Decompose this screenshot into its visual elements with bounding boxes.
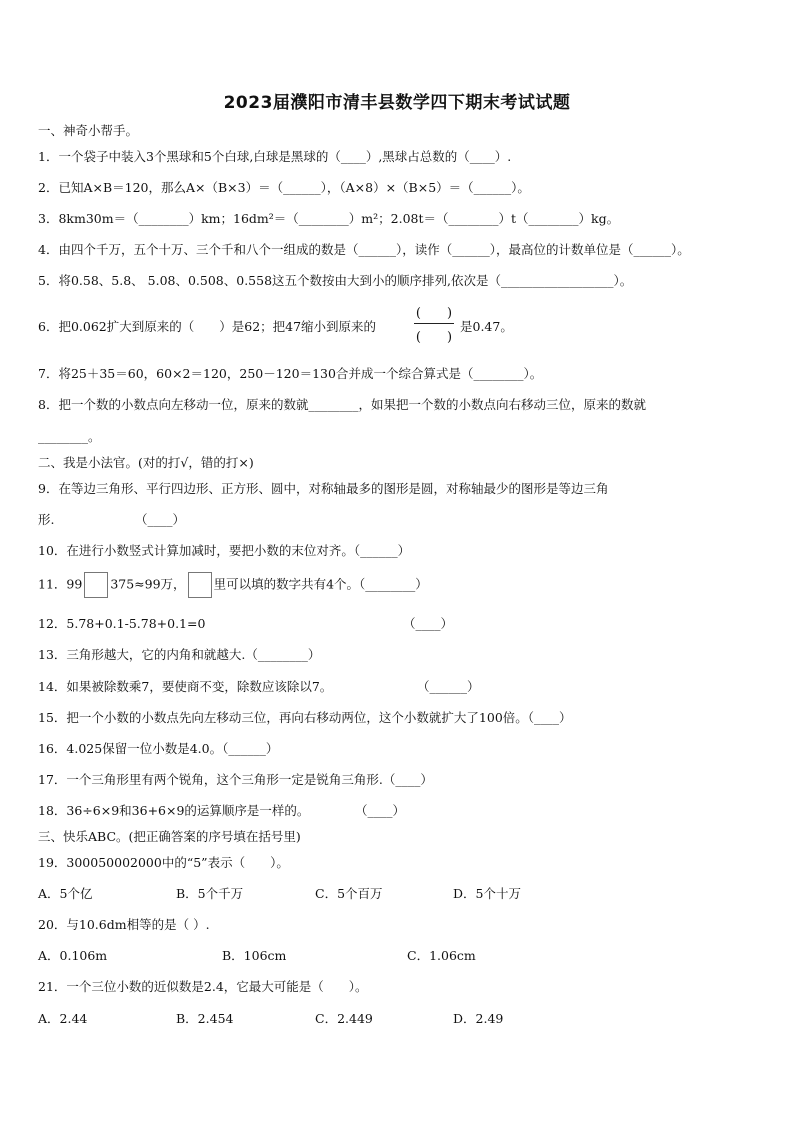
fraction-denominator: ( ) — [415, 330, 453, 345]
question-11 — [38, 572, 428, 598]
question-20-option-a[interactable]: A．0.106m — [38, 948, 108, 963]
question-9-answer-blank: （____） — [135, 512, 186, 527]
question-19-option-b[interactable]: B．5个千万 — [176, 886, 244, 901]
question-7: 7．将25＋35＝60，60×2＝120，250－120＝130合并成一个综合算式是（________）。 — [38, 366, 543, 381]
question-6-part-a: 6．把0.062扩大到原来的（ ）是62；把47缩小到原来的 — [38, 319, 377, 334]
question-6-part-b: 是0.47。 — [460, 319, 513, 334]
fraction-bar — [414, 323, 454, 324]
question-9-part-b: 形. — [38, 512, 55, 527]
question-17: 17．一个三角形里有两个锐角，这个三角形一定是锐角三角形.（____） — [38, 772, 433, 787]
question-11-part-b: 375≈99万， — [110, 576, 186, 592]
question-18-answer-blank: （____） — [355, 803, 406, 818]
question-21-option-d[interactable]: D．2.49 — [453, 1011, 504, 1026]
question-20: 20．与10.6dm相等的是（ ）. — [38, 917, 210, 932]
section-2-heading: 二、我是小法官。(对的打√，错的打×) — [38, 455, 254, 470]
question-21-option-a[interactable]: A．2.44 — [38, 1011, 88, 1026]
page-title: 2023届濮阳市清丰县数学四下期末考试试题 — [223, 93, 571, 113]
question-18: 18．36÷6×9和36+6×9的运算顺序是一样的。 — [38, 803, 310, 818]
question-3: 3．8km30m＝（________）km；16dm²＝（________）m²；2.08t＝（________）t（________）kg。 — [38, 211, 620, 226]
fraction-blank — [412, 302, 456, 346]
question-5: 5．将0.58、5.8、 5.08、0.508、0.558这五个数按由大到小的顺序排列,依次是（__________________）。 — [38, 273, 633, 288]
section-1-heading: 一、神奇小帮手。 — [38, 123, 139, 138]
question-4: 4．由四个千万，五个十万、三个千和八个一组成的数是（______），读作（______），最高位的计数单位是（______）。 — [38, 242, 690, 257]
question-9-part-a: 9．在等边三角形、平行四边形、正方形、圆中，对称轴最多的图形是圆，对称轴最少的图形是等边三角 — [38, 481, 609, 496]
section-3-heading: 三、快乐ABC。(把正确答案的序号填在括号里) — [38, 829, 301, 844]
question-20-option-b[interactable]: B．106cm — [222, 948, 287, 963]
question-16: 16．4.025保留一位小数是4.0。（______） — [38, 741, 279, 756]
question-13: 13．三角形越大，它的内角和就越大.（________） — [38, 647, 321, 662]
question-14-answer-blank: （______） — [417, 679, 480, 694]
question-19: 19．300050002000中的“5”表示（ ）。 — [38, 855, 289, 870]
question-8-part-a: 8．把一个数的小数点向左移动一位，原来的数就________，如果把一个数的小数点向右移动三位，原来的数就 — [38, 397, 646, 412]
question-10: 10．在进行小数竖式计算加减时，要把小数的末位对齐。（______） — [38, 543, 411, 558]
question-12-answer-blank: （____） — [403, 616, 454, 631]
question-11-part-a: 11．99 — [38, 576, 83, 592]
question-20-option-c[interactable]: C．1.06cm — [407, 948, 476, 963]
question-11-part-c: 里可以填的数字共有4个。（________） — [213, 576, 428, 592]
fraction-numerator: ( ) — [415, 306, 453, 321]
question-21: 21．一个三位小数的近似数是2.4，它最大可能是（ ）。 — [38, 979, 368, 994]
question-21-option-c[interactable]: C．2.449 — [315, 1011, 373, 1026]
digit-box — [84, 572, 108, 598]
digit-box — [188, 572, 212, 598]
question-19-option-d[interactable]: D．5个十万 — [453, 886, 521, 901]
question-8-part-b: ________。 — [38, 429, 101, 444]
question-19-option-a[interactable]: A．5个亿 — [38, 886, 93, 901]
question-1: 1．一个袋子中装入3个黑球和5个白球,白球是黑球的（____）,黑球占总数的（____）. — [38, 149, 512, 164]
question-15: 15．把一个小数的小数点先向左移动三位，再向右移动两位，这个小数就扩大了100倍。（____） — [38, 710, 572, 725]
question-21-option-b[interactable]: B．2.454 — [176, 1011, 234, 1026]
question-12: 12．5.78+0.1-5.78+0.1=0 — [38, 616, 206, 631]
question-14: 14．如果被除数乘7，要使商不变，除数应该除以7。 — [38, 679, 333, 694]
question-19-option-c[interactable]: C．5个百万 — [315, 886, 383, 901]
question-2: 2．已知A×B＝120，那么A×（B×3）＝（______），（A×8）×（B×5）＝（______）。 — [38, 180, 530, 195]
